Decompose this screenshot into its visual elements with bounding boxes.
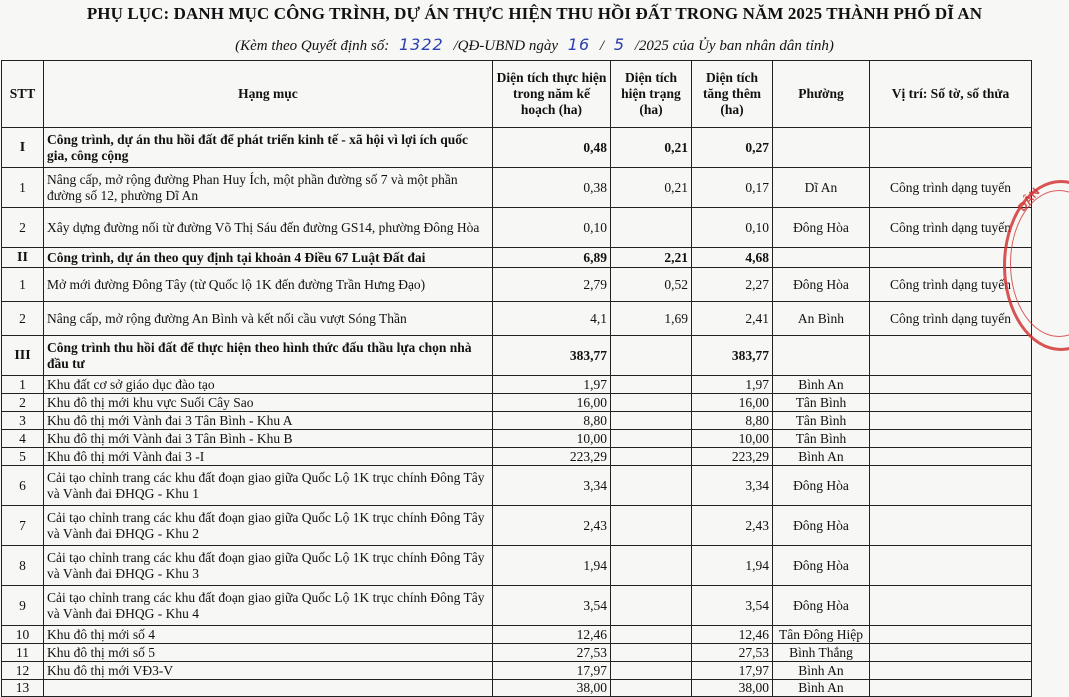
col-header-added-area: Diện tích tăng thêm (ha) [692, 61, 773, 128]
cell-current-area [611, 506, 692, 546]
cell-stt: 2 [2, 394, 44, 412]
cell-added-area: 27,53 [692, 644, 773, 662]
table-row [2, 644, 1032, 662]
cell-location [870, 448, 1032, 466]
subtitle-prefix: (Kèm theo Quyết định số: [235, 38, 390, 54]
cell-current-area: 2,21 [611, 248, 692, 268]
cell-item-name: Công trình, dự án thu hồi đất để phát triển kinh tế - xã hội vì lợi ích quốc gia, công cộng [44, 128, 493, 168]
cell-ward: Tân Bình [773, 430, 870, 448]
cell-stt: III [2, 336, 44, 376]
cell-location: Công trình dạng tuyến [870, 302, 1032, 336]
cell-stt: 5 [2, 448, 44, 466]
table-row [2, 376, 1032, 394]
cell-stt: 10 [2, 626, 44, 644]
cell-stt: 7 [2, 506, 44, 546]
cell-planned-area: 0,10 [493, 208, 611, 248]
cell-current-area: 0,21 [611, 168, 692, 208]
cell-added-area: 38,00 [692, 680, 773, 697]
cell-added-area: 0,27 [692, 128, 773, 168]
col-header-stt: STT [2, 61, 44, 128]
cell-added-area: 383,77 [692, 336, 773, 376]
decision-month: 5 [613, 35, 625, 54]
cell-stt: 8 [2, 546, 44, 586]
cell-item-name: Nâng cấp, mở rộng đường An Bình và kết nối cầu vượt Sóng Thần [44, 302, 493, 336]
cell-location [870, 412, 1032, 430]
cell-item-name: Khu đô thị mới Vành đai 3 Tân Bình - Khu B [44, 430, 493, 448]
cell-current-area [611, 448, 692, 466]
cell-stt: 6 [2, 466, 44, 506]
table-row [2, 466, 1032, 506]
cell-location [870, 466, 1032, 506]
table-header-row [2, 61, 1032, 128]
table-row [2, 302, 1032, 336]
cell-planned-area: 27,53 [493, 644, 611, 662]
cell-item-name: Mở mới đường Đông Tây (từ Quốc lộ 1K đến đường Trần Hưng Đạo) [44, 268, 493, 302]
cell-current-area [611, 412, 692, 430]
cell-item-name: Cải tạo chỉnh trang các khu đất đoạn giao giữa Quốc Lộ 1K trục chính Đông Tây và Vành đai ĐHQG - Khu 4 [44, 586, 493, 626]
cell-ward: Tân Bình [773, 394, 870, 412]
cell-item-name: Nâng cấp, mở rộng đường Phan Huy Ích, một phần đường số 7 và một phần đường số 12, phường Dĩ An [44, 168, 493, 208]
cell-location: Công trình dạng tuyến [870, 168, 1032, 208]
table-row [2, 586, 1032, 626]
cell-item-name: Khu đô thị mới VĐ3-V [44, 662, 493, 680]
cell-stt: 4 [2, 430, 44, 448]
table-row [2, 662, 1032, 680]
cell-location [870, 394, 1032, 412]
cell-item-name: Khu đô thị mới số 5 [44, 644, 493, 662]
table-row [2, 626, 1032, 644]
cell-planned-area: 0,38 [493, 168, 611, 208]
table-row [2, 412, 1032, 430]
cell-added-area: 10,00 [692, 430, 773, 448]
table-row [2, 506, 1032, 546]
cell-location [870, 376, 1032, 394]
col-header-ward: Phường [773, 61, 870, 128]
cell-stt: 1 [2, 376, 44, 394]
cell-added-area: 4,68 [692, 248, 773, 268]
land-recovery-table [1, 60, 1032, 697]
cell-added-area: 223,29 [692, 448, 773, 466]
cell-planned-area: 0,48 [493, 128, 611, 168]
section-row [2, 128, 1032, 168]
table-row [2, 546, 1032, 586]
cell-item-name: Xây dựng đường nối từ đường Võ Thị Sáu đến đường GS14, phường Đông Hòa [44, 208, 493, 248]
cell-location: Công trình dạng tuyến [870, 268, 1032, 302]
cell-current-area [611, 466, 692, 506]
page-subtitle [0, 35, 1069, 55]
seal-text: DÂN [1015, 185, 1043, 214]
subtitle-mid: /QĐ-UBND ngày [453, 38, 559, 54]
cell-added-area: 2,41 [692, 302, 773, 336]
cell-ward: Đông Hòa [773, 546, 870, 586]
section-row [2, 336, 1032, 376]
subtitle-suffix: /2025 của Ủy ban nhân dân tỉnh) [634, 38, 834, 54]
cell-item-name: Cải tạo chỉnh trang các khu đất đoạn giao giữa Quốc Lộ 1K trục chính Đông Tây và Vành đai ĐHQG - Khu 1 [44, 466, 493, 506]
section-row [2, 248, 1032, 268]
cell-ward: Bình An [773, 680, 870, 697]
table-row [2, 394, 1032, 412]
cell-ward: An Bình [773, 302, 870, 336]
cell-current-area [611, 644, 692, 662]
cell-planned-area: 1,97 [493, 376, 611, 394]
cell-stt: 2 [2, 208, 44, 248]
cell-ward [773, 336, 870, 376]
cell-added-area: 3,34 [692, 466, 773, 506]
cell-item-name: Khu đất cơ sở giáo dục đào tạo [44, 376, 493, 394]
table-row [2, 448, 1032, 466]
cell-ward: Tân Bình [773, 412, 870, 430]
cell-ward: Dĩ An [773, 168, 870, 208]
cell-planned-area: 12,46 [493, 626, 611, 644]
cell-added-area: 1,94 [692, 546, 773, 586]
table-row [2, 268, 1032, 302]
cell-planned-area: 1,94 [493, 546, 611, 586]
table-body [2, 128, 1032, 697]
cell-current-area [611, 394, 692, 412]
cell-added-area: 12,46 [692, 626, 773, 644]
col-header-location: Vị trí: Số tờ, số thửa [870, 61, 1032, 128]
cell-ward: Đông Hòa [773, 506, 870, 546]
col-header-item: Hạng mục [44, 61, 493, 128]
cell-stt: 13 [2, 680, 44, 697]
cell-ward [773, 128, 870, 168]
cell-stt: 1 [2, 168, 44, 208]
cell-current-area [611, 546, 692, 586]
table-row [2, 208, 1032, 248]
cell-stt: I [2, 128, 44, 168]
cell-ward: Đông Hòa [773, 586, 870, 626]
cell-planned-area: 223,29 [493, 448, 611, 466]
cell-stt: 1 [2, 268, 44, 302]
cell-ward: Bình An [773, 376, 870, 394]
cell-stt: 11 [2, 644, 44, 662]
cell-planned-area: 8,80 [493, 412, 611, 430]
cell-location [870, 662, 1032, 680]
cell-ward: Đông Hòa [773, 466, 870, 506]
cell-planned-area: 2,43 [493, 506, 611, 546]
cell-planned-area: 16,00 [493, 394, 611, 412]
decision-number: 1322 [398, 35, 444, 54]
cell-added-area: 0,10 [692, 208, 773, 248]
cell-item-name: Khu đô thị mới Vành đai 3 -I [44, 448, 493, 466]
cell-item-name: Công trình, dự án theo quy định tại khoản 4 Điều 67 Luật Đất đai [44, 248, 493, 268]
cell-location [870, 626, 1032, 644]
cell-item-name: Khu đô thị mới Vành đai 3 Tân Bình - Khu A [44, 412, 493, 430]
cell-item-name: Khu đô thị mới khu vực Suối Cây Sao [44, 394, 493, 412]
cell-current-area [611, 208, 692, 248]
cell-added-area: 2,27 [692, 268, 773, 302]
cell-ward: Bình Thắng [773, 644, 870, 662]
cell-location [870, 506, 1032, 546]
cell-item-name: Cải tạo chỉnh trang các khu đất đoạn giao giữa Quốc Lộ 1K trục chính Đông Tây và Vành đai ĐHQG - Khu 3 [44, 546, 493, 586]
table-row [2, 168, 1032, 208]
cell-stt: 9 [2, 586, 44, 626]
cell-location [870, 430, 1032, 448]
page-title: PHỤ LỤC: DANH MỤC CÔNG TRÌNH, DỰ ÁN THỰC HIỆN THU HỒI ĐẤT TRONG NĂM 2025 THÀNH PHỐ DĨ AN [86, 4, 983, 23]
cell-current-area [611, 336, 692, 376]
cell-added-area: 17,97 [692, 662, 773, 680]
cell-planned-area: 4,1 [493, 302, 611, 336]
table-row [2, 680, 1032, 697]
cell-planned-area: 3,54 [493, 586, 611, 626]
cell-stt: 12 [2, 662, 44, 680]
cell-stt: II [2, 248, 44, 268]
cell-added-area: 8,80 [692, 412, 773, 430]
cell-location [870, 644, 1032, 662]
cell-item-name: Khu đô thị mới số 4 [44, 626, 493, 644]
decision-day: 16 [567, 35, 591, 54]
cell-planned-area: 3,34 [493, 466, 611, 506]
table-row [2, 430, 1032, 448]
cell-location [870, 586, 1032, 626]
cell-added-area: 16,00 [692, 394, 773, 412]
cell-current-area [611, 626, 692, 644]
cell-added-area: 0,17 [692, 168, 773, 208]
cell-ward: Đông Hòa [773, 208, 870, 248]
cell-planned-area: 6,89 [493, 248, 611, 268]
cell-current-area: 1,69 [611, 302, 692, 336]
cell-ward: Tân Đông Hiệp [773, 626, 870, 644]
cell-planned-area: 17,97 [493, 662, 611, 680]
cell-current-area [611, 430, 692, 448]
cell-planned-area: 383,77 [493, 336, 611, 376]
cell-current-area: 0,52 [611, 268, 692, 302]
col-header-current-area: Diện tích hiện trạng (ha) [611, 61, 692, 128]
cell-added-area: 2,43 [692, 506, 773, 546]
cell-current-area: 0,21 [611, 128, 692, 168]
cell-current-area [611, 680, 692, 697]
cell-stt: 3 [2, 412, 44, 430]
cell-ward [773, 248, 870, 268]
cell-ward: Bình An [773, 662, 870, 680]
cell-current-area [611, 586, 692, 626]
cell-item-name: Cải tạo chỉnh trang các khu đất đoạn giao giữa Quốc Lộ 1K trục chính Đông Tây và Vành đai ĐHQG - Khu 2 [44, 506, 493, 546]
cell-location: Công trình dạng tuyến [870, 208, 1032, 248]
cell-location [870, 680, 1032, 697]
cell-location [870, 336, 1032, 376]
date-separator: / [599, 38, 605, 54]
cell-planned-area: 2,79 [493, 268, 611, 302]
cell-location [870, 128, 1032, 168]
cell-location [870, 546, 1032, 586]
cell-current-area [611, 662, 692, 680]
cell-ward: Đông Hòa [773, 268, 870, 302]
cell-current-area [611, 376, 692, 394]
cell-stt: 2 [2, 302, 44, 336]
cell-item-name: Công trình thu hồi đất để thực hiện theo hình thức đấu thầu lựa chọn nhà đầu tư [44, 336, 493, 376]
cell-added-area: 3,54 [692, 586, 773, 626]
cell-item-name [44, 680, 493, 697]
cell-added-area: 1,97 [692, 376, 773, 394]
cell-ward: Bình An [773, 448, 870, 466]
col-header-planned-area: Diện tích thực hiện trong năm kế hoạch (ha) [493, 61, 611, 128]
cell-planned-area: 38,00 [493, 680, 611, 697]
cell-planned-area: 10,00 [493, 430, 611, 448]
